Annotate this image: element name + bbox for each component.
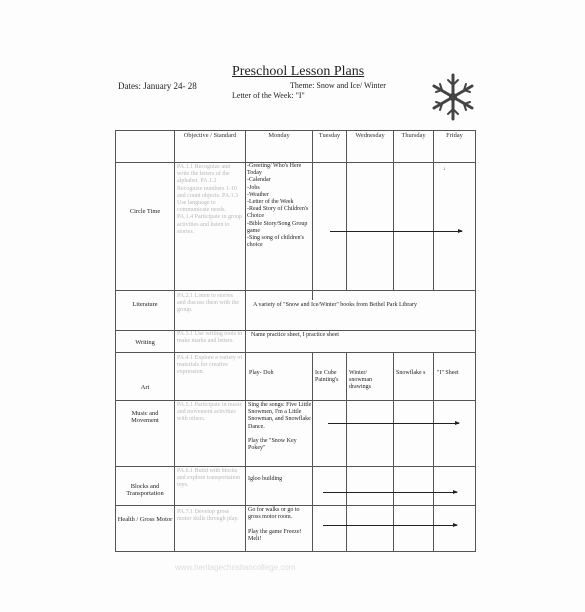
page-title: Preschool Lesson Plans: [232, 64, 365, 79]
art-thursday: Snowflake s: [396, 370, 426, 376]
continue-arrow-circle-time: [330, 231, 462, 232]
continue-arrow-blocks: [323, 492, 457, 493]
header-wednesday: Wednesday: [355, 132, 385, 139]
art-tuesday: Ice Cube Painting's: [315, 370, 339, 384]
art-wednesday: Winter/ snowman drawings: [349, 370, 372, 391]
dates-label: Dates: January 24- 28: [118, 81, 197, 91]
blocks-transportation-monday: Igloo building: [248, 476, 283, 482]
row-label-writing: Writing: [135, 339, 155, 346]
watermark: www.heritagechristiancollege.com: [175, 563, 296, 572]
continue-arrow-music-movement: [328, 423, 459, 424]
health-gross-motor-monday: Go for walks or go to gross motor room. Play the game Freeze! Melt!: [248, 507, 302, 542]
circle-time-friday-mark: ↓: [443, 167, 446, 172]
art-friday: "I" Sheet: [437, 370, 459, 376]
art-monday: Play- Doh: [249, 370, 274, 376]
art-objective: PA.4.1 Explore a variety of materials for creative expression.: [177, 355, 243, 376]
header-friday: Friday: [446, 132, 463, 139]
continue-arrow-health: [323, 525, 457, 526]
snowflake-icon: [428, 72, 478, 122]
row-label-health-gross-motor: Health / Gross Motor: [117, 516, 173, 523]
row-label-circle-time: Circle Time: [129, 208, 161, 215]
circle-time-monday: -Greeting/ Who's Here Today -Calendar -Jobs -Weather -Letter of the Week -Read Story of Children's Choice -Bible Story/Song Group game -Sing song of children's choice: [247, 163, 309, 249]
lesson-plan-table: [115, 130, 475, 552]
music-movement-monday: Sing the songs: Five Little Snowmen, I'm a Little Snowman, and Snowflake Dance. Play the "Snow Key Pokey": [248, 402, 312, 452]
circle-time-objective: PA.1.1 Recognize and write the letters of the alphabet. PA.1.2 Recognize numbers 1-10 and count objects. PA.1.3 Use language to communicate needs. PA.1.4 Participate in group activities and listen to stories.: [177, 164, 242, 235]
row-label-art: Art: [140, 384, 150, 391]
writing-monday: Name practice sheet, I practice sheet: [251, 332, 339, 338]
health-gross-motor-objective: PA.7.1 Develop gross motor skills through play.: [177, 509, 239, 523]
row-label-literature: Literature: [132, 301, 158, 308]
music-movement-objective: PA.5.1 Participate in music and movement activities with others.: [177, 402, 243, 423]
literature-objective: PA.2.1 Listen to stories and discuss them with the group.: [177, 293, 239, 314]
header-monday: Monday: [268, 132, 290, 139]
header-thursday: Thursday: [401, 132, 426, 139]
row-label-music-movement: Music and Movement: [131, 410, 159, 424]
row-label-blocks-transportation: Blocks and Transportation: [126, 483, 164, 497]
letter-of-week-label: Letter of the Week: "I": [232, 91, 305, 100]
header-objective: Objective / Standard: [183, 132, 237, 139]
blocks-transportation-objective: PA.6.1 Build with blocks and explore transportation toys.: [177, 468, 240, 489]
writing-objective: PA.3.1 Use writing tools to make marks and letters.: [177, 331, 243, 345]
header-tuesday: Tuesday: [318, 132, 341, 139]
theme-label: Theme: Snow and Ice/ Winter: [290, 81, 386, 90]
literature-monday: A variety of "Snow and Ice/Winter" books from Bethel Park Library: [253, 302, 417, 308]
